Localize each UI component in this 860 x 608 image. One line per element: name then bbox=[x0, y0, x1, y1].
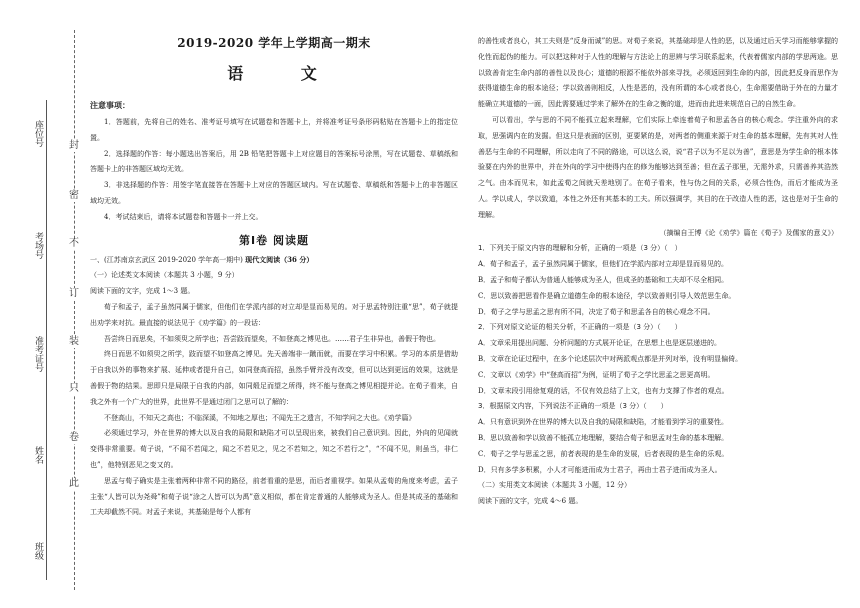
answer-option[interactable]: B．文章在论证过程中，在多个论述层次中对两派观点都是并列对举，没有明显偏倚。 bbox=[478, 354, 743, 363]
answer-option[interactable]: B．思以致善和学以致善不能孤立地理解，要结合荀子和思孟对生命的基本理解。 bbox=[478, 433, 729, 442]
answer-option[interactable]: D．荀子之学与思孟之思有所不同，决定了荀子和思孟各自的核心观念不同。 bbox=[478, 307, 715, 316]
answer-option[interactable]: D．只有多学多积累，小人才可能进而成为士君子，再由士君子进而成为圣人。 bbox=[478, 465, 722, 474]
seal-char: 此 bbox=[69, 478, 79, 489]
admission-number-label: 准考证号 bbox=[33, 336, 43, 372]
question-stem: 2．下列对原文论证的相关分析，不正确的一项是（3 分）（ ） bbox=[478, 323, 682, 332]
name-label: 姓名 bbox=[33, 446, 43, 464]
class-field[interactable] bbox=[32, 542, 46, 560]
seat-number-label: 座位号 bbox=[33, 120, 43, 147]
seal-char: 不 bbox=[69, 238, 79, 249]
subject-title: 语 文 bbox=[227, 64, 343, 83]
question-stem: 1．下列关于原文内容的理解和分析，正确的一项是（3 分）（ ） bbox=[478, 244, 682, 253]
exam-room-label: 考场号 bbox=[33, 232, 43, 259]
passage-paragraph: 思孟与荀子确实是主张着两种非常不同的路径，前者看重的是思，而后者重视学。如果从孟荀的角度来考虑，孟子主张“人皆可以为尧舜”和荀子说“涂之人皆可以为禹”意义相似，都在肯定普通的人能够成为圣人。但是其成圣的基础和工夫却截然不同。对孟子来说，其基础是每个人都有 bbox=[90, 476, 458, 517]
seal-char: 订 bbox=[69, 288, 79, 299]
notice-item: 1．答题前，先将自己的姓名、准考证号填写在试题卷和答题卡上，并将准考证号条形码粘贴在答题卡上的指定位置。 bbox=[90, 118, 458, 142]
notice-item: 3．非选择题的作答：用签字笔直接答在答题卡上对应的答题区域内。写在试题卷、草稿纸和答题卡上的非答题区域均无效。 bbox=[90, 181, 458, 205]
notice-heading: 注意事项： bbox=[90, 101, 130, 110]
passage-paragraph: 可以看出，学与思的不同不能孤立起来理解，它们实际上牵连着荀子和思孟各自的核心观念。学注重外向的求取，思强调内在的发掘。但这只是表面的区别，更要紧的是，对两者的侧重来源于对生命的基本理解，先有其对人性善恶与生命的不同理解，所以走向了不同的路途，可以这么说，说“君子以为不足以为善”，意思是为学生命的根本体验要在内外的世界中，并在外向的学习中使得内在的修为能够达到至善；但在孟子那里，无需外求，只需善养其浩然之气。由本而见末，如此孟荀之间就天差地别了。在荀子看来，性与伪之间的关系，必须合性伪，而后才能成为圣人。学以成人，学以致道，本性之外还有其基本的工夫。所以强调学，其目的在于改造人性的恶，这也是对于生命的理解。 bbox=[478, 115, 838, 219]
seal-char: 卷 bbox=[69, 432, 79, 443]
notice-item: 2．选择题的作答：每小题选出答案后，用 2B 铅笔把答题卡上对应题目的答案标号涂黑，写在试题卷、草稿纸和答题卡上的非答题区域均无效。 bbox=[90, 149, 458, 174]
passage-quote: 吾尝终日而思矣，不如须臾之所学也；吾尝跂而望矣，不如登高之博见也。……君子生非异也，善假于物也。 bbox=[104, 334, 440, 343]
subsection-heading: （一）论述类文本阅读（本题共 3 小题，9 分） bbox=[90, 271, 239, 280]
answer-option[interactable]: D．文章末段引用徐复观的话，不仅有效总结了上文，也有力支撑了作者的观点。 bbox=[478, 386, 729, 395]
left-column bbox=[90, 34, 458, 521]
field-underline bbox=[46, 100, 47, 580]
passage-source: （摘编自王博《论《劝学》篇在《荀子》及儒家的意义》） bbox=[659, 228, 838, 237]
passage-paragraph: 必须通过学习，外在世界的博大以及自我的局限和缺陷才可以呈现出来，被我们自己意识到。因此，外向的见闻就变得非常重要。荀子说，“不闻不若闻之，闻之不若见之，见之不若知之，知之不若行之”，“不闻不见，则虽当，非仁也”，他特别恶见之变又的。 bbox=[90, 429, 458, 469]
seat-number-field[interactable] bbox=[32, 120, 46, 147]
admission-number-field[interactable] bbox=[32, 336, 46, 372]
passage-quote: 不登高山，不知天之高也；不临深溪，不知地之厚也；不闻先王之遗言，不知学问之大也。《劝学篇》 bbox=[104, 413, 416, 422]
reading-instruction: 阅读下面的文字，完成 1～3 题。 bbox=[90, 287, 195, 296]
seal-char: 装 bbox=[69, 336, 79, 347]
answer-option[interactable]: B．孟子和荀子都认为普通人能够成为圣人，但成圣的基础和工夫却不尽全相同。 bbox=[478, 275, 729, 284]
reading-instruction: 阅读下面的文字，完成 4～6 题。 bbox=[478, 497, 583, 506]
binding-strip bbox=[0, 0, 84, 608]
right-column bbox=[478, 34, 838, 510]
answer-option[interactable]: C．荀子之学与思孟之思，前者表现的是生命的发展，后者表现的是生命的乐观。 bbox=[478, 449, 729, 458]
class-label: 班级 bbox=[33, 542, 43, 560]
subsection-heading: （二）实用类文本阅读（本题共 3 小题，12 分） bbox=[478, 481, 632, 490]
seal-char: 封 bbox=[69, 140, 79, 151]
notice-item: 4．考试结束后，请将本试题卷和答题卡一并上交。 bbox=[104, 212, 263, 221]
answer-option[interactable]: A．荀子和孟子，孟子虽然同属于儒家，但他们在学派内部对立却是显而易见的。 bbox=[478, 260, 729, 269]
passage-paragraph: 的善性或者良心，其工夫则是“反身而诚”的思。对荀子来说，其基础却是人性的恶，以及通过后天学习而能够掌握的化性而起伪的能力。可以把这种对于人性的理解与方法论上的思辨与学习联系起来，代表着儒家内部的学思两途。思以致善肯定生命内部的善性以及良心；道德的根源不能依外部来寻找，必须返回到生命的内部，因此把反身而思作为获得道德生命的根本途径；学以致善则相反，人性是恶的，没有所谓的本心或者良心，生命需要借助于外在的力量才能确立其道德的一面，因此需要通过学来了解外在的生命之衡的道，进而由此进来规范自己的自然生命。 bbox=[478, 37, 838, 109]
name-field[interactable] bbox=[32, 446, 46, 464]
exam-room-field[interactable] bbox=[32, 232, 46, 259]
answer-option[interactable]: C．文章以《劝学》中“登高而招”为例，证明了荀子之学比思孟之思更高明。 bbox=[478, 370, 715, 379]
passage-paragraph: 荀子和孟子，孟子虽然同属于儒家，但他们在学派内部的对立却是显而易见的。对于思孟特别注重“思”，荀子就提出劝学来对抗。最直接的说法见于《劝学篇》的一段话： bbox=[90, 302, 458, 327]
passage-paragraph: 终日而思不如须臾之所学，跂而望不如登高之博见。先天善端非一蹴而就，而要在学习中积累。学习的本质是借助于自我以外的事物来扩展、延伸或者提升自己，如同登高而招，虽然手臂并没有改变，但可以达到更远的效果，这就是善假于物的结果。思即只是局限于自我的内部，如同煅足而望之所得，终不能与登高之博见相提并论。在荀子看来，自我之外有一个广大的世界，此世界不是通过闭门之思可以了解的： bbox=[90, 350, 458, 406]
seal-char: 只 bbox=[69, 383, 79, 394]
section-heading: 第Ⅰ卷 阅读题 bbox=[239, 233, 309, 247]
answer-option[interactable]: A．只有意识到外在世界的博大以及自我的局限和缺陷，才能看到学习的重要性。 bbox=[478, 418, 729, 427]
question-stem: 3．根据原文内容，下列说法不正确的一项是（3 分）（ ） bbox=[478, 402, 668, 411]
part-heading: 一、(江苏南京玄武区 2019-2020 学年高一期中) 现代文阅读（36 分） bbox=[90, 254, 314, 264]
seal-char: 密 bbox=[69, 190, 79, 201]
exam-title: 2019-2020 学年上学期高一期末 bbox=[177, 36, 371, 50]
answer-option[interactable]: C．思以致善把思看作是确立道德生命的根本途径，学以致善则引导人效范思生命。 bbox=[478, 291, 736, 300]
seal-dashed-line bbox=[74, 30, 75, 590]
answer-option[interactable]: A．文章采用提出问题、分析问题的方式展开论证，在思想上也是逐层递进的。 bbox=[478, 339, 722, 348]
